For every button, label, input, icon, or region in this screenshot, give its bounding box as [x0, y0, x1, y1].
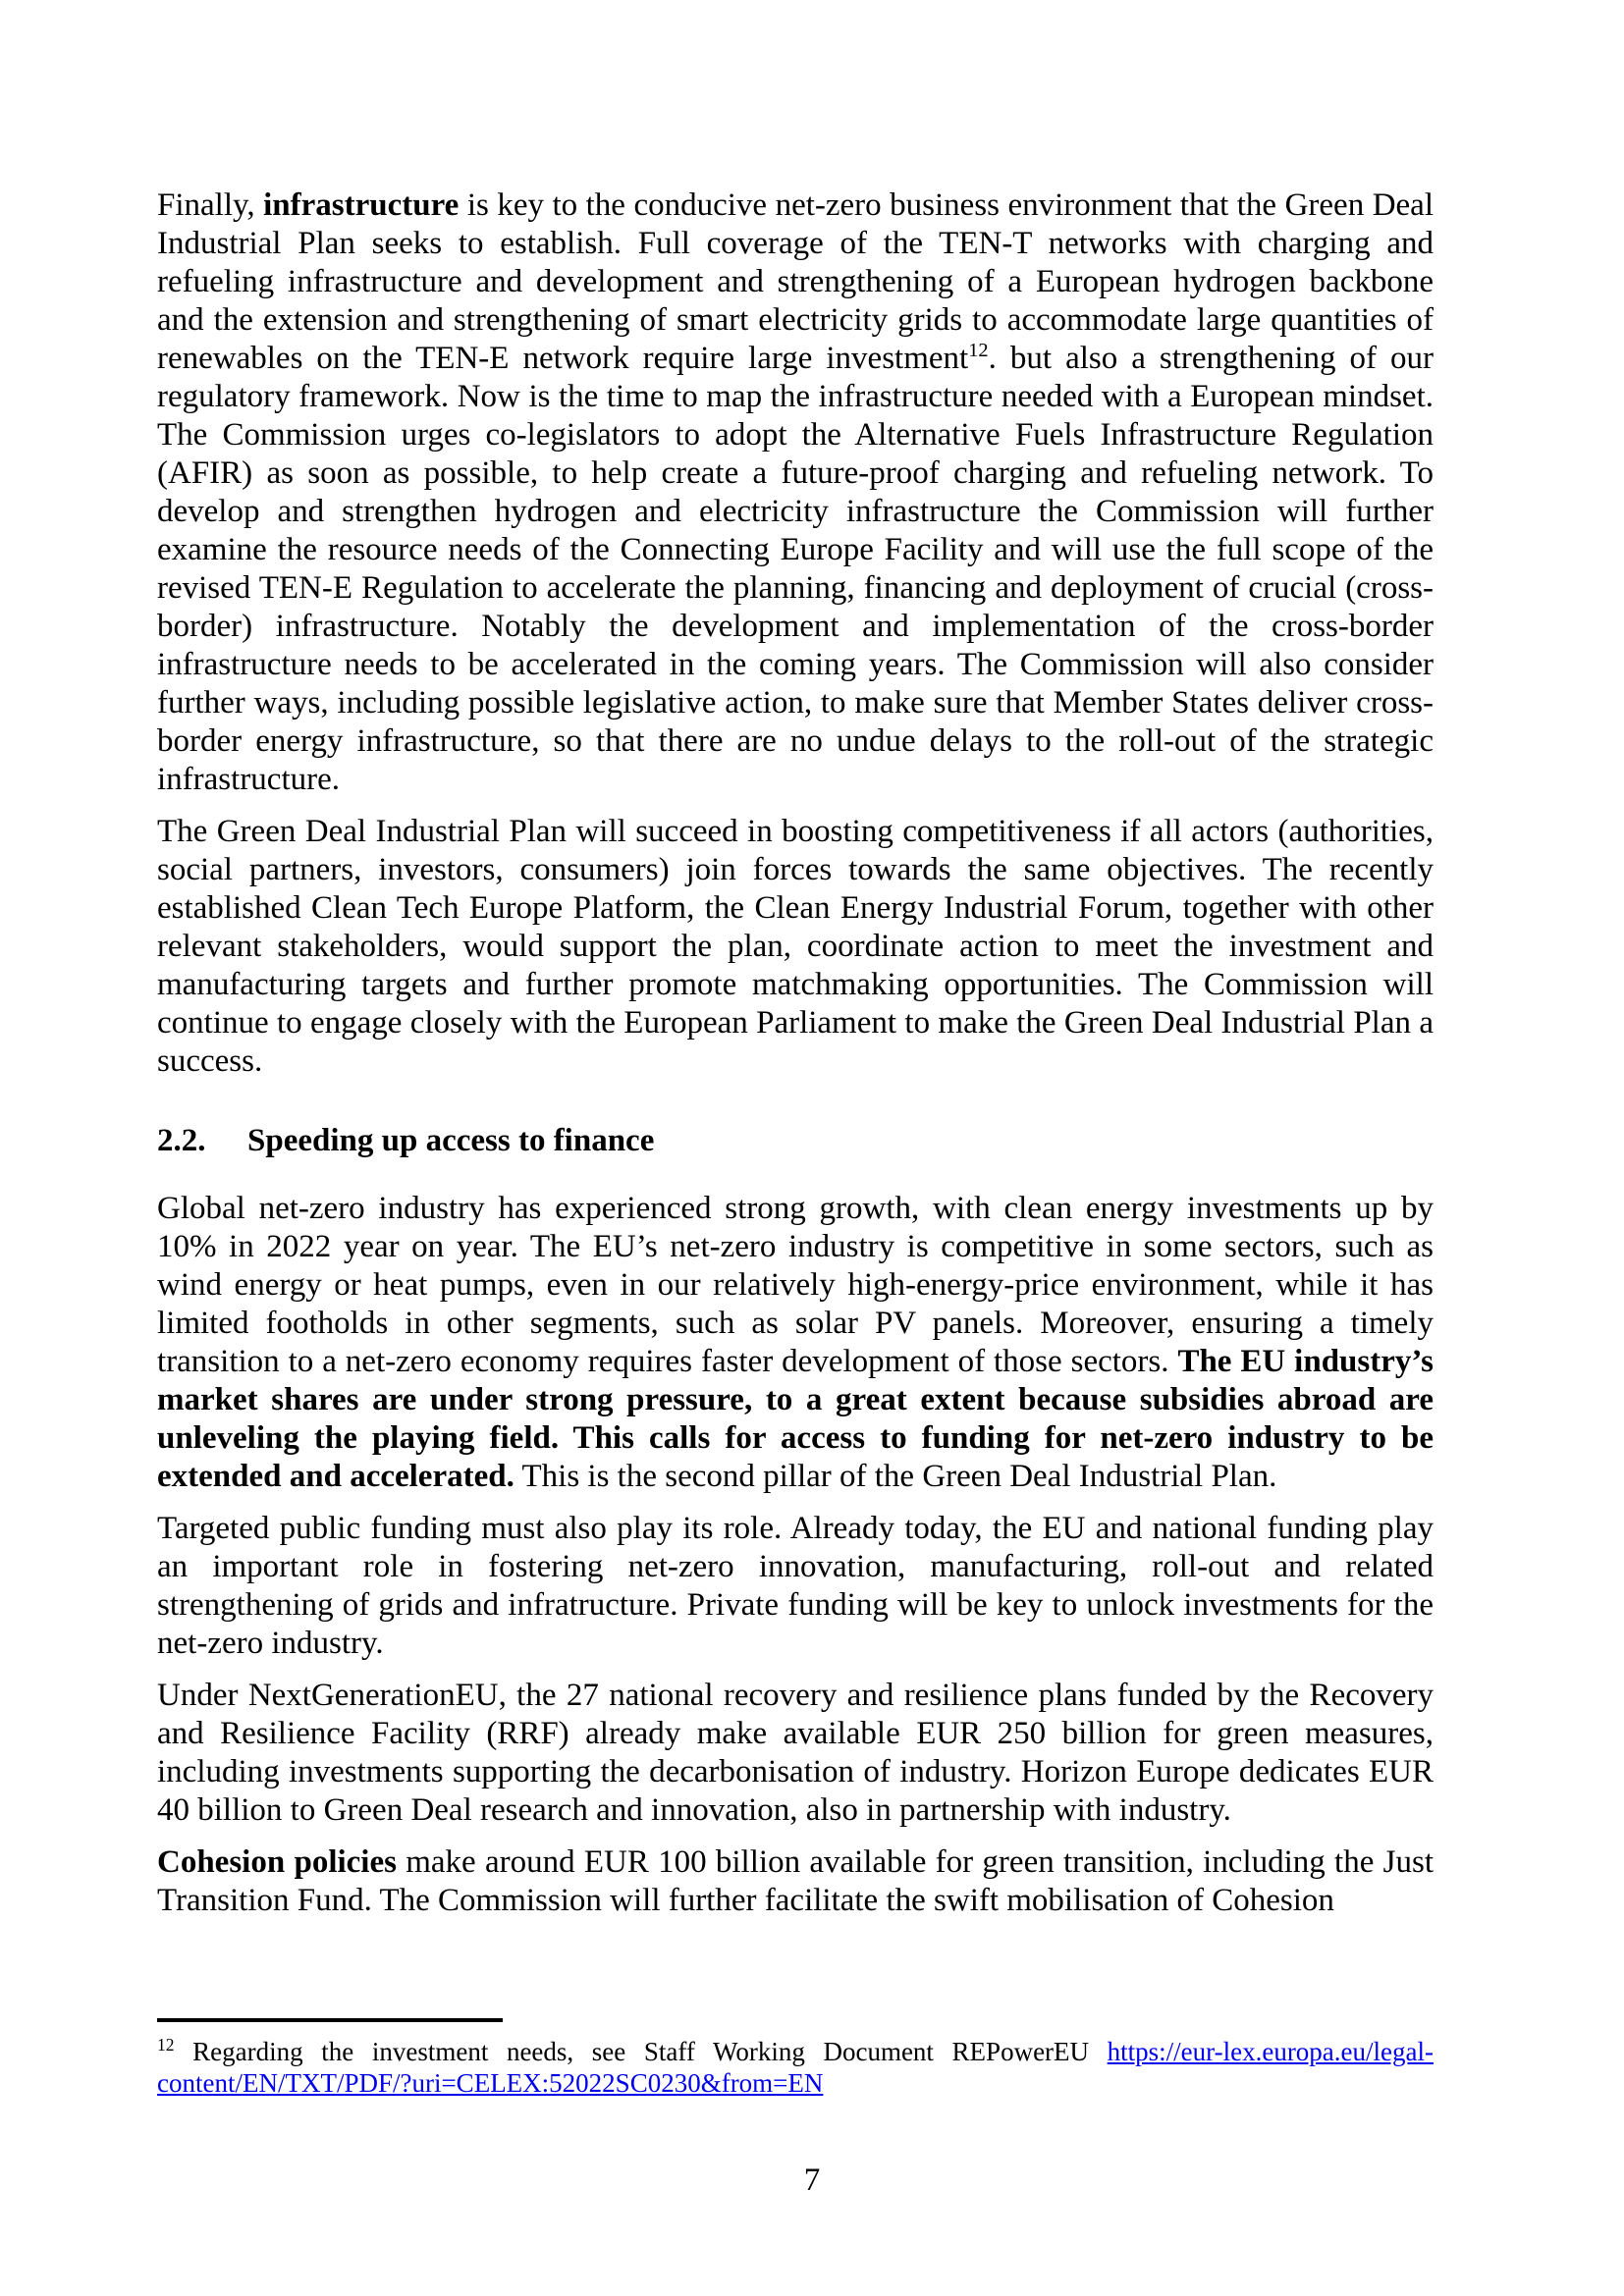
section-heading-title: Speeding up access to finance — [247, 1123, 655, 1158]
bold-text-run: infrastructure — [263, 187, 460, 223]
text-run: . but also a strengthening of our regulatory framework. Now is the time to map the infrastructure needed with a European mindset. The Commission urges co-legislators to adopt the Alternative Fuels Infrastructure Regulation (AFIR) as soon as possible, to help create a future-proof charging and refueling network. To develop and strengthen hydrogen and electricity infrastructure the Commission will further examine the resource needs of the Connecting Europe Facility and will use the full scope of the revised TEN-E Regulation to accelerate the planning, financing and deployment of crucial (cross-border) infrastructure. Notably the development and implementation of the cross-border infrastructure needs to be accelerated in the coming years. The Commission will also consider further ways, including possible legislative action, to make sure that Member States deliver cross-border energy infrastructure, so that there are no undue delays to the roll-out of the strategic infrastructure. — [157, 341, 1434, 797]
footnote-separator-rule — [157, 2018, 503, 2022]
section-heading — [157, 1122, 1434, 1160]
footnote-line-2 — [157, 2067, 1434, 2099]
text-run: Targeted public funding must also play its role. Already today, the EU and national funding play an important role in fostering net-zero innovation, manufacturing, roll-out and related strengthening of grids and infratructure. Private funding will be key to unlock investments for the net-zero industry. — [157, 1511, 1434, 1661]
paragraph — [157, 1190, 1434, 1496]
section-heading-number: 2.2. — [157, 1123, 206, 1158]
paragraph — [157, 813, 1434, 1081]
body-blocks — [157, 187, 1434, 1920]
text-run: Finally, — [157, 187, 264, 223]
footnote-marker: 12 — [157, 2035, 175, 2055]
text-run: is key to the conducive net-zero business environment that the Green Deal Industrial Plan seeks to establish. Full coverage of the TEN-T networks with charging and refueling infrastructure and development and strengthening of a European hydrogen backbone and the extension and strengthening of smart electricity grids to accommodate large quantities of renewables on the TEN-E network require large investment — [157, 187, 1434, 376]
footnote-text: Regarding the investment needs, see Staff Working Document REPowerEU — [192, 2037, 1108, 2066]
footnote-link[interactable]: https://eur-lex.europa.eu/legal- — [1107, 2037, 1434, 2066]
paragraph — [157, 1843, 1434, 1920]
text-run: Under NextGenerationEU, the 27 national recovery and resilience plans funded by the Recovery and Resilience Facility (RRF) already make available EUR 250 billion for green measures, including investments supporting the decarbonisation of industry. Horizon Europe dedicates EUR 40 billion to Green Deal research and innovation, also in partnership with industry. — [157, 1678, 1434, 1828]
paragraph — [157, 1510, 1434, 1663]
bold-text-run: The EU industry’s market shares are under strong pressure, to a great extent because subsidies abroad are unleveling the playing field. This calls for access to funding for net-zero industry to be extended and accelerated. — [157, 1344, 1434, 1494]
bold-text-run: Cohesion policies — [157, 1844, 397, 1880]
paragraph — [157, 187, 1434, 799]
footnote-link-continuation[interactable]: content/EN/TXT/PDF/?uri=CELEX:52022SC0230&from=EN — [157, 2068, 824, 2098]
footnote-line-1 — [157, 2036, 1434, 2067]
text-run: make around EUR 100 billion available for green transition, including the Just Transition Fund. The Commission will further facilitate the swift mobilisation of Cohesion — [157, 1844, 1434, 1918]
footnote — [157, 2036, 1434, 2099]
text-run: The Green Deal Industrial Plan will succeed in boosting competitiveness if all actors (authorities, social partners, investors, consumers) join forces towards the same objectives. The recently established Clean Tech Europe Platform, the Clean Energy Industrial Forum, together with other relevant stakeholders, would support the plan, coordinate action to meet the investment and manufacturing targets and further promote matchmaking opportunities. The Commission will continue to engage closely with the European Parliament to make the Green Deal Industrial Plan a success. — [157, 814, 1434, 1079]
footnote-reference: 12 — [968, 340, 989, 361]
document-content — [157, 187, 1434, 1934]
text-run: Global net-zero industry has experienced strong growth, with clean energy investments up by 10% in 2022 year on year. The EU’s net-zero industry is competitive in some sectors, such as wind energy or heat pumps, even in our relatively high-energy-price environment, while it has limited footholds in other segments, such as solar PV panels. Moreover, ensuring a timely transition to a net-zero economy requires faster development of those sectors. — [157, 1191, 1434, 1379]
paragraph — [157, 1677, 1434, 1830]
footnote-area — [157, 2018, 1434, 2099]
page-number: 7 — [803, 2163, 821, 2198]
text-run: This is the second pillar of the Green Deal Industrial Plan. — [514, 1459, 1277, 1494]
